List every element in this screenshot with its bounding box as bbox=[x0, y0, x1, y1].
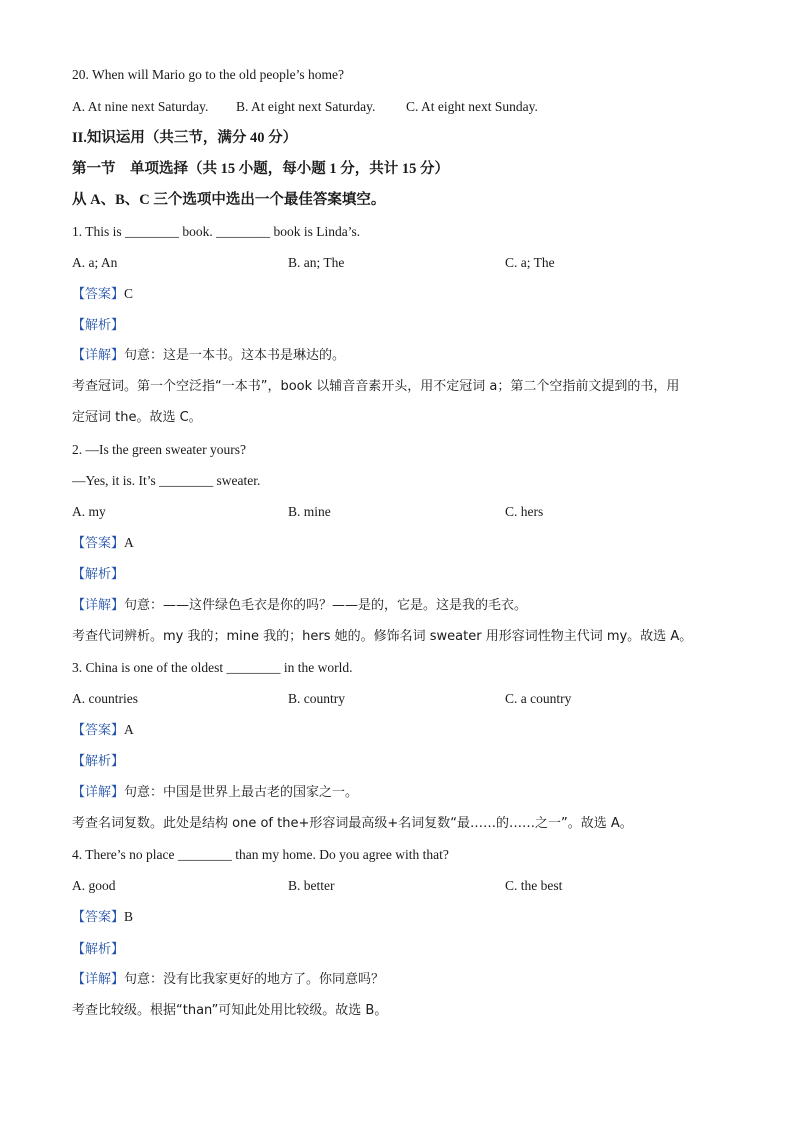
q2-analysis bbox=[72, 565, 124, 584]
q20-option-a: A. At nine next Saturday. bbox=[72, 99, 209, 114]
detail-text: 句意：——这件绿色毛衣是你的吗？——是的，它是。这是我的毛衣。 bbox=[124, 598, 528, 613]
analysis-label: 【解析】 bbox=[72, 567, 125, 582]
q3-detail bbox=[72, 784, 358, 802]
subsection-heading: 第一节 单项选择（共 15 小题，每小题 1 分，共计 15 分） bbox=[72, 161, 449, 177]
q4-option-c: C. the best bbox=[505, 878, 563, 893]
q1-explain-cont: 定冠词 the。故选 C。 bbox=[72, 410, 202, 425]
q2-answer bbox=[72, 534, 134, 553]
detail-text: 句意：中国是世界上最古老的国家之一。 bbox=[124, 785, 359, 800]
q3-answer bbox=[72, 721, 134, 740]
q20-option-b: B. At eight next Saturday. bbox=[236, 99, 376, 114]
q3-stem: 3. China is one of the oldest ________ in the world. bbox=[72, 660, 353, 675]
detail-label: 【详解】 bbox=[72, 972, 125, 987]
q1-stem: 1. This is ________ book. ________ book is Linda’s. bbox=[72, 224, 361, 239]
q3-option-c: C. a country bbox=[505, 691, 572, 706]
q2-option-a: A. my bbox=[72, 504, 106, 519]
analysis-label: 【解析】 bbox=[72, 942, 125, 957]
q1-analysis bbox=[72, 316, 124, 335]
answer-label: 【答案】 bbox=[72, 287, 125, 302]
q3-option-b: B. country bbox=[288, 691, 345, 706]
analysis-label: 【解析】 bbox=[72, 754, 125, 769]
q1-detail bbox=[72, 347, 345, 365]
answer-value: A bbox=[124, 535, 134, 550]
q4-detail bbox=[72, 971, 384, 989]
answer-value: B bbox=[124, 909, 134, 924]
answer-label: 【答案】 bbox=[72, 536, 125, 551]
instruction: 从 A、B、C 三个选项中选出一个最佳答案填空。 bbox=[72, 192, 386, 208]
q20-option-c: C. At eight next Sunday. bbox=[406, 99, 538, 114]
q2-stem: 2. —Is the green sweater yours? bbox=[72, 442, 246, 457]
q20-stem: 20. When will Mario go to the old people’s home? bbox=[72, 67, 344, 82]
detail-label: 【详解】 bbox=[72, 598, 125, 613]
analysis-label: 【解析】 bbox=[72, 318, 125, 333]
answer-value: A bbox=[124, 722, 134, 737]
q3-analysis bbox=[72, 752, 124, 771]
answer-label: 【答案】 bbox=[72, 723, 125, 738]
answer-value: C bbox=[124, 286, 134, 301]
detail-text: 句意：没有比我家更好的地方了。你同意吗？ bbox=[124, 972, 385, 987]
answer-label: 【答案】 bbox=[72, 910, 125, 925]
q3-option-a: A. countries bbox=[72, 691, 138, 706]
q1-option-b: B. an; The bbox=[288, 255, 345, 270]
q2-explain: 考查代词辨析。my 我的；mine 我的；hers 她的。修饰名词 sweater 用形容词性物主代词 my。故选 A。 bbox=[72, 629, 693, 644]
q2-option-b: B. mine bbox=[288, 504, 331, 519]
q3-explain: 考查名词复数。此处是结构 one of the+形容词最高级+名词复数“最……的……之一”。故选 A。 bbox=[72, 816, 633, 831]
q2-stem-reply: —Yes, it is. It’s ________ sweater. bbox=[72, 473, 261, 488]
q2-option-c: C. hers bbox=[505, 504, 544, 519]
q1-explain: 考查冠词。第一个空泛指“一本书”，book 以辅音音素开头，用不定冠词 a；第二个空指前文提到的书，用 bbox=[72, 379, 680, 394]
detail-text: 句意：这是一本书。这本书是琳达的。 bbox=[124, 348, 346, 363]
q2-detail bbox=[72, 597, 527, 615]
q4-answer bbox=[72, 908, 133, 927]
q4-stem: 4. There’s no place ________ than my home. Do you agree with that? bbox=[72, 847, 449, 862]
part-heading: II.知识运用（共三节，满分 40 分） bbox=[72, 130, 298, 146]
q4-option-a: A. good bbox=[72, 878, 116, 893]
q1-option-a: A. a; An bbox=[72, 255, 118, 270]
detail-label: 【详解】 bbox=[72, 348, 125, 363]
detail-label: 【详解】 bbox=[72, 785, 125, 800]
q1-answer bbox=[72, 285, 133, 304]
q4-explain: 考查比较级。根据“than”可知此处用比较级。故选 B。 bbox=[72, 1003, 388, 1018]
q4-analysis bbox=[72, 940, 124, 959]
q4-option-b: B. better bbox=[288, 878, 335, 893]
q1-option-c: C. a; The bbox=[505, 255, 555, 270]
